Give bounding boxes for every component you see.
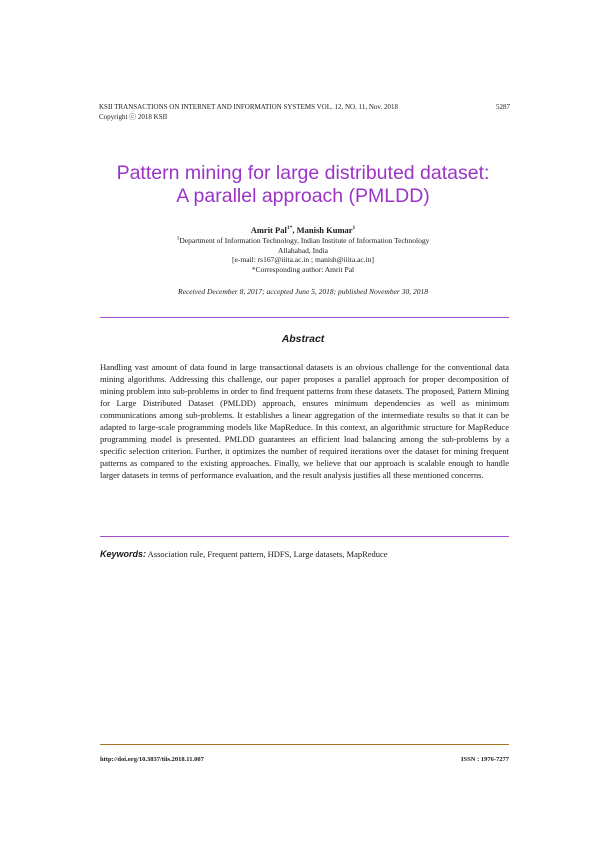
- abstract-heading: Abstract: [281, 333, 325, 345]
- keywords-label: Keywords:: [100, 549, 147, 559]
- author-list: [60, 225, 546, 236]
- author-1: Amrit Pal: [250, 225, 287, 235]
- keywords-line: [100, 549, 509, 559]
- abstract-bottom-rule: [100, 536, 509, 537]
- affiliation-block: [60, 236, 546, 274]
- affiliation-department: $^1$Department of Information Technology, Indian Institute of Information Technology: [176, 235, 430, 245]
- page-number: 5287: [496, 103, 510, 111]
- issn-number: ISSN : 1976-7277: [460, 756, 509, 763]
- received-dates: Received December 8, 2017; accepted June 5, 2018; published November 30, 2018: [178, 287, 428, 296]
- author-separator: ,: [292, 225, 297, 235]
- corresponding-author: *Corresponding author: Amrit Pal: [251, 264, 355, 274]
- author-2-marker: 1: [352, 225, 356, 232]
- abstract-top-rule: [100, 317, 509, 318]
- author-2: Manish Kumar: [296, 225, 353, 235]
- affiliation-city: Allahabad, India: [278, 245, 328, 255]
- affiliation-marker: 1: [176, 235, 180, 242]
- affiliation-email: [e-mail: rs167@iiita.ac.in ; manish@iiita.ac.in]: [232, 255, 374, 265]
- paper-title: [60, 162, 546, 208]
- title-line-1: Pattern mining for large distributed dataset:: [116, 162, 490, 184]
- journal-header: KSII TRANSACTIONS ON INTERNET AND INFORMATION SYSTEMS VOL. 12, NO. 11, Nov. 2018: [99, 103, 398, 111]
- title-line-2: A parallel approach (PMLDD): [176, 185, 430, 207]
- author-1-marker: 1*: [286, 225, 293, 232]
- doi-link[interactable]: http://doi.org/10.3837/tiis.2018.11.007: [100, 756, 204, 763]
- copyright-notice: Copyright ⓒ 2018 KSII: [99, 113, 168, 121]
- abstract-body: Handling vast amount of data found in large transactional datasets is an obvious challenge for the conventional data mining algorithms. Addressing this challenge, our paper proposes a parallel approach for proper decomposition of mining problem into sub-problems in order to find frequent patterns from these datasets. The proposed, Pattern Mining for Large Distributed Dataset (PMLDD) approach, ensures minimum dependencies as well as minimum communications among sub-problems. It establishes a linear aggregation of the intermediate results so that it can be adapted to large-scale programming models like MapReduce. In this context, an algorithmic structure for MapReduce programming model is presented. PMLDD guarantees an efficient load balancing among the sub-problems by a specific selection criterion. Further, it optimizes the number of required iterations over the dataset for mining frequent patterns as compared to the existing approaches. Finally, we believe that our approach is scalable enough to handle larger datasets in terms of performance evaluation, and the result analysis justifies all these mentioned concerns.: [100, 362, 509, 480]
- footer-rule: [100, 744, 509, 745]
- keywords-text: Association rule, Frequent pattern, HDFS, Large datasets, MapReduce: [146, 549, 388, 559]
